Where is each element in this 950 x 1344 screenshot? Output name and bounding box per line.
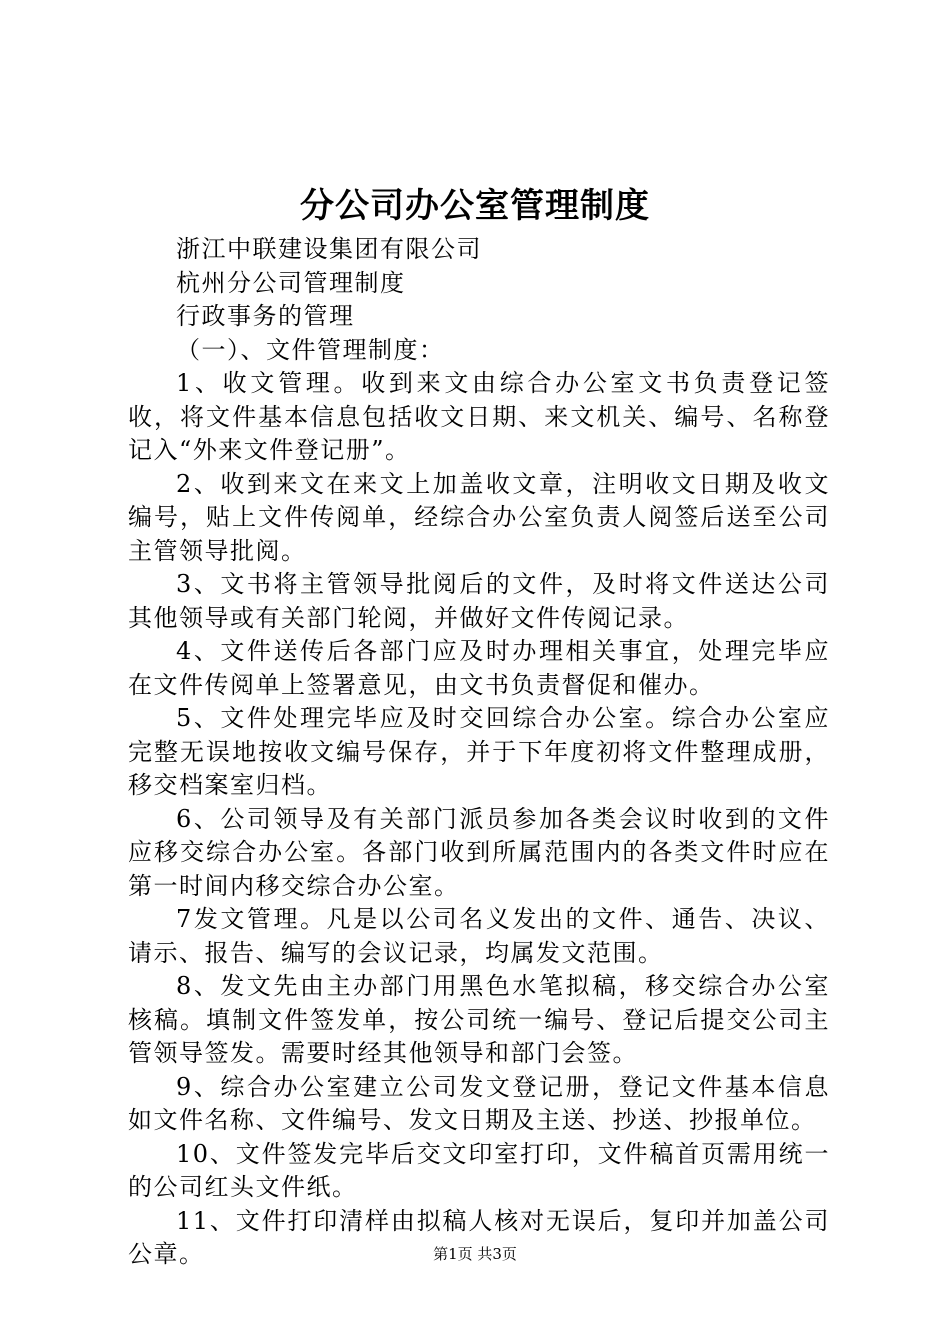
paragraph-5: 5、文件处理完毕应及时交回综合办公室。综合办公室应完整无误地按收文编号保存，并于下年度初将文件整理成册，移交档案室归档。 [128,704,830,799]
paragraph-3: 3、文书将主管领导批阅后的文件，及时将文件送达公司其他领导或有关部门轮阅，并做好文件传阅记录。 [128,570,830,632]
paragraph-8: 8、发文先由主办部门用黑色水笔拟稿，移交综合办公室核稿。填制文件签发单，按公司统一编号、登记后提交公司主管领导签发。需要时经其他领导和部门会签。 [128,972,830,1067]
paragraph-1: 1、收文管理。收到来文由综合办公室文书负责登记签收，将文件基本信息包括收文日期、来文机关、编号、名称登记入“外来文件登记册”。 [128,369,830,464]
page-footer: 第1页 共3页 [433,1245,517,1263]
paragraph-11: 11、文件打印清样由拟稿人核对无误后，复印并加盖公司公章。 [128,1206,830,1268]
paragraph-6: 6、公司领导及有关部门派员参加各类会议时收到的文件应移交综合办公室。各部门收到所属范围内的各类文件时应在第一时间内移交综合办公室。 [128,804,830,900]
subtitle: 杭州分公司管理制度 [176,268,406,297]
document-title: 分公司办公室管理制度 [300,186,650,226]
paragraph-7: 7发文管理。凡是以公司名义发出的文件、通告、决议、请示、报告、编写的会议记录，均属发文范围。 [128,905,830,967]
paragraph-2: 2、收到来文在来文上加盖收文章，注明收文日期及收文编号，贴上文件传阅单，经综合办公室负责人阅签后送至公司主管领导批阅。 [128,469,830,565]
paragraph-10: 10、文件签发完毕后交文印室打印，文件稿首页需用统一的公司红头文件纸。 [128,1139,830,1201]
document-body [128,233,830,1272]
paragraph-9: 9、综合办公室建立公司发文登记册，登记文件基本信息如文件名称、文件编号、发文日期及主送、抄送、抄报单位。 [128,1072,830,1134]
section-heading: 行政事务的管理 [176,302,355,330]
subsection-heading: （一）、文件管理制度： [176,335,445,364]
paragraph-4: 4、文件送传后各部门应及时办理相关事宜，处理完毕应在文件传阅单上签署意见，由文书负责督促和催办。 [128,637,830,699]
company-name: 浙江中联建设集团有限公司 [176,235,482,263]
